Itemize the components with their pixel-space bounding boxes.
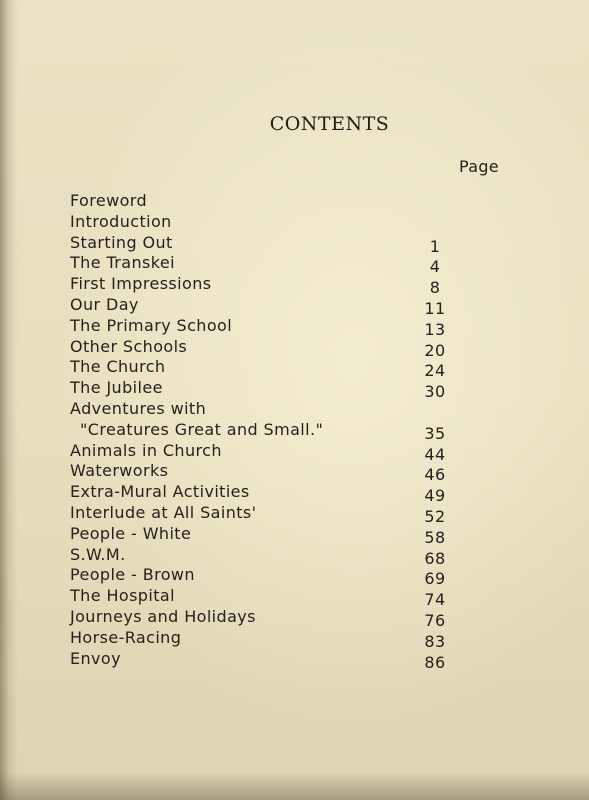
toc-entry-title: S.W.M. (70, 544, 126, 564)
toc-entry (70, 649, 500, 670)
toc-entry-title: The Primary School (70, 315, 233, 335)
page-column-label: Page (459, 157, 499, 176)
toc-entry (70, 399, 500, 420)
toc-entry (70, 191, 500, 212)
toc-entry-page-number: 58 (424, 527, 446, 547)
toc-entry-page-number: 4 (429, 257, 441, 277)
toc-entry-page-number: 49 (424, 486, 446, 506)
toc-entry-title: Envoy (70, 648, 121, 668)
toc-entry (70, 295, 500, 316)
toc-entry-page-number: 44 (424, 444, 446, 464)
toc-entry (70, 565, 500, 589)
toc-entry-page-number: 13 (424, 319, 446, 339)
toc-entry-title: The Hospital (70, 586, 175, 606)
contents-heading: CONTENTS (269, 113, 390, 135)
toc-entry-page-number: 83 (424, 631, 446, 651)
toc-entry-title: Animals in Church (70, 440, 222, 460)
toc-entry-title: The Jubilee (70, 378, 163, 398)
toc-entry-title: Our Day (70, 294, 139, 314)
toc-entry-title: Foreword (70, 191, 148, 210)
toc-entry (70, 461, 500, 485)
toc-entry-page-number: 52 (424, 506, 446, 526)
toc-entry (70, 503, 500, 524)
toc-entry-title: The Transkei (70, 253, 175, 273)
toc-entry-title: "Creatures Great and Small." (80, 419, 324, 439)
toc-entry (70, 233, 500, 254)
toc-entry-title: Introduction (70, 211, 172, 231)
toc-entry (70, 337, 500, 358)
toc-entry-page-number: 74 (424, 590, 446, 610)
toc-entry-title: Interlude at All Saints' (70, 502, 257, 522)
toc-entry (70, 586, 500, 610)
toc-entry (70, 357, 500, 381)
toc-entry-page-number: 11 (424, 298, 446, 318)
toc-entry-page-number: 69 (424, 569, 446, 589)
toc-entry-title: Journeys and Holidays (70, 606, 256, 626)
toc-entry-title: Adventures with (70, 398, 207, 418)
toc-entry (70, 378, 500, 402)
toc-entry (70, 607, 500, 628)
toc-entry-page-number: 46 (424, 465, 446, 485)
toc-entry (70, 441, 500, 462)
toc-entry-title: Extra-Mural Activities (70, 482, 250, 502)
toc-entry-page-number: 86 (424, 652, 446, 672)
toc-entry-page-number: 30 (424, 382, 446, 402)
toc-entry-title: The Church (70, 357, 166, 377)
toc-entry-title: Starting Out (70, 232, 173, 252)
toc-entry-page-number: 24 (424, 361, 446, 381)
toc-entry (70, 420, 500, 441)
toc-entry-title: Other Schools (70, 336, 188, 356)
toc-entry-page-number: 76 (424, 610, 446, 630)
toc-entry-page-number: 20 (424, 340, 446, 360)
toc-entry (70, 482, 500, 506)
toc-entry-title: Horse-Racing (70, 627, 182, 647)
table-of-contents (70, 191, 500, 672)
toc-entry (70, 524, 500, 545)
toc-entry-title: Waterworks (70, 461, 169, 481)
toc-entry-page-number: 68 (424, 548, 446, 568)
toc-entry-title: People - Brown (70, 565, 195, 585)
toc-entry (70, 316, 500, 337)
toc-entry (70, 274, 500, 298)
toc-entry-page-number: 1 (429, 236, 441, 256)
toc-entry-title: First Impressions (70, 274, 212, 294)
toc-entry-page-number: 8 (429, 278, 441, 298)
toc-entry (70, 545, 500, 566)
toc-entry (70, 628, 500, 649)
toc-entry (70, 253, 500, 277)
toc-entry (70, 212, 500, 233)
toc-entry-page-number: 35 (424, 423, 446, 443)
toc-entry-title: People - White (70, 523, 192, 543)
